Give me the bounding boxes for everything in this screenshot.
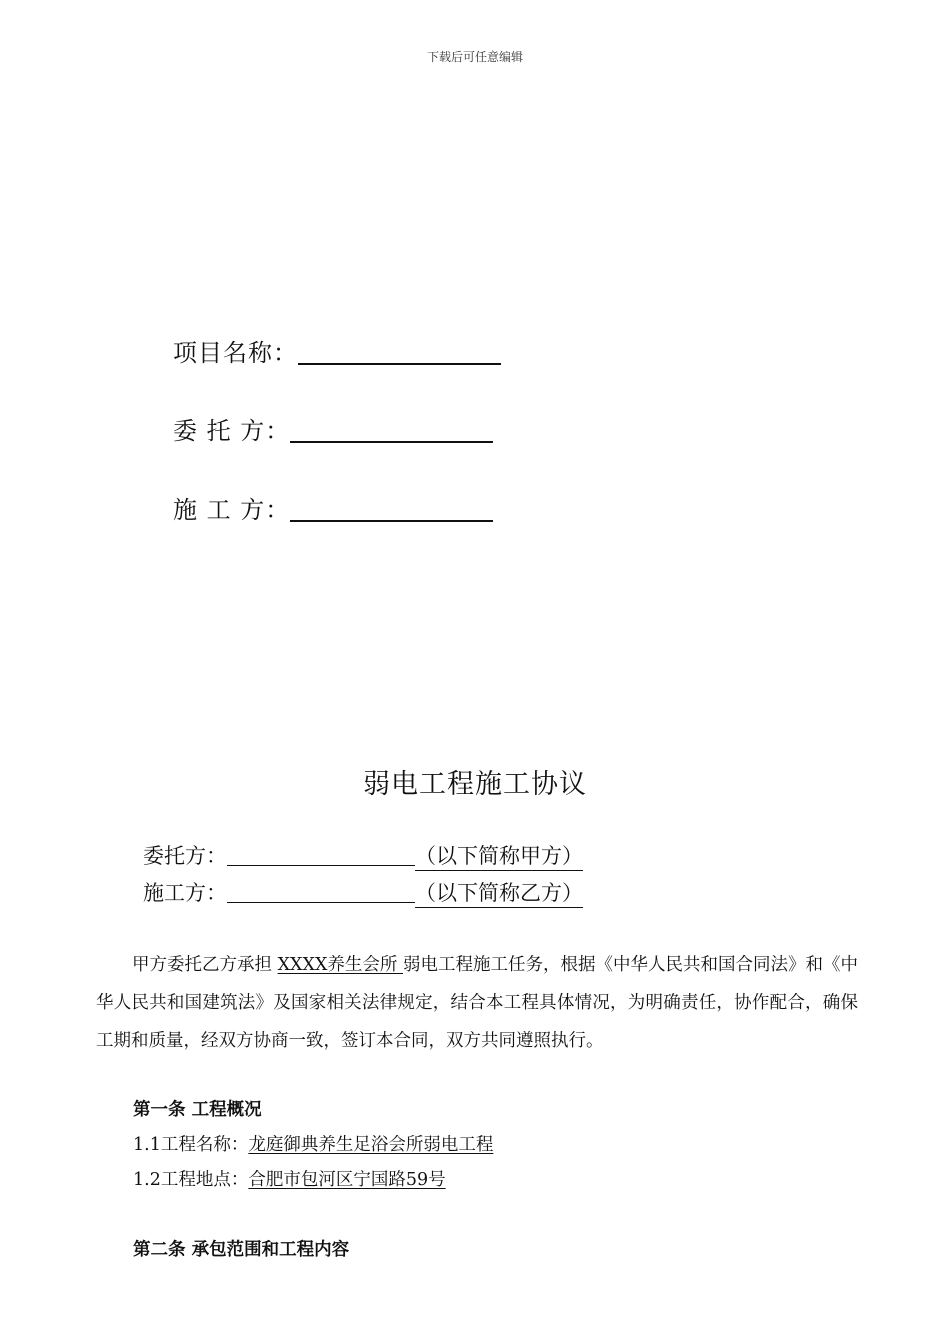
cover-project-name-blank bbox=[298, 341, 501, 365]
party-client-line bbox=[143, 840, 583, 871]
item-2-label: 1.2工程地点： bbox=[133, 1170, 249, 1190]
party-contractor-blank bbox=[227, 882, 415, 903]
cover-contractor-line bbox=[173, 490, 493, 525]
article-2-heading: 第二条 承包范围和工程内容 bbox=[133, 1240, 350, 1260]
cover-contractor-blank bbox=[290, 498, 493, 522]
article-1-item-1 bbox=[133, 1131, 493, 1156]
cover-client-label: 委 托 方： bbox=[173, 417, 291, 445]
article-1-item-2 bbox=[133, 1166, 446, 1191]
intro-project-name: XXXX养生会所 bbox=[277, 955, 403, 975]
party-client-label: 委托方： bbox=[143, 844, 227, 868]
intro-text-before: 甲方委托乙方承担 bbox=[132, 955, 278, 975]
item-2-value: 合肥市包河区宁国路59号 bbox=[248, 1170, 446, 1190]
page-header-note: 下载后可任意编辑 bbox=[426, 50, 523, 64]
party-contractor-line bbox=[143, 877, 583, 908]
cover-client-line bbox=[173, 411, 493, 446]
party-client-note: （以下简称甲方） bbox=[415, 840, 583, 871]
item-1-label: 1.1工程名称： bbox=[133, 1135, 249, 1155]
cover-project-name-line bbox=[173, 333, 501, 368]
intro-paragraph bbox=[96, 946, 858, 1060]
intro-text-after: 弱电工程施工任务，根据《中华人民共和国合同法》和《中华人民共和国建筑法》及国家相关法律规定，结合本工程具体情况，为明确责任，协作配合，确保工期和质量，经双方协商一致，签订本合同，双方共同遵照执行。 bbox=[96, 955, 859, 1051]
party-contractor-note: （以下简称乙方） bbox=[415, 877, 583, 908]
cover-client-blank bbox=[290, 419, 493, 443]
cover-project-name-label: 项目名称： bbox=[173, 339, 298, 367]
article-1-heading: 第一条 工程概况 bbox=[133, 1100, 262, 1120]
item-1-value: 龙庭御典养生足浴会所弱电工程 bbox=[248, 1135, 494, 1155]
cover-contractor-label: 施 工 方： bbox=[173, 496, 291, 524]
party-client-blank bbox=[227, 845, 415, 866]
document-title: 弱电工程施工协议 bbox=[363, 769, 587, 800]
party-contractor-label: 施工方： bbox=[143, 881, 227, 905]
